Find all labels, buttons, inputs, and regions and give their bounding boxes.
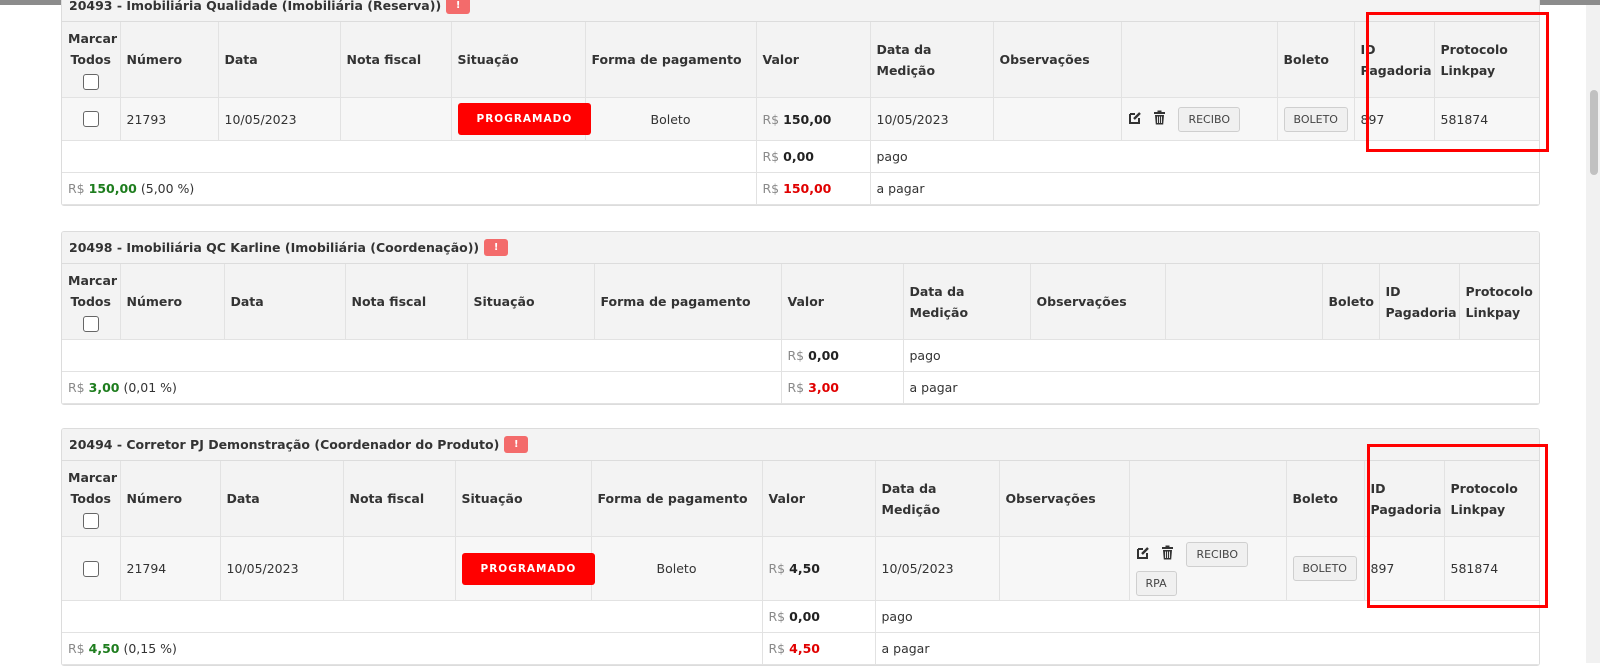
observacoes-cell — [993, 98, 1121, 141]
edit-icon[interactable] — [1136, 546, 1150, 563]
total-cell — [62, 633, 762, 665]
col-data: Data — [224, 264, 345, 340]
a-pagar-row — [62, 633, 1539, 665]
col-observacoes: Observações — [1030, 264, 1165, 340]
marcar-todos-header — [62, 461, 120, 537]
pago-row — [62, 141, 1539, 173]
situacao-cell — [455, 537, 591, 601]
currency-symbol: R$ — [768, 561, 786, 576]
row-checkbox-cell — [62, 537, 120, 601]
a-pagar-valor-cell — [762, 633, 875, 665]
pago-label: pago — [870, 141, 1539, 173]
status-badge: PROGRAMADO — [462, 553, 596, 585]
col-valor: Valor — [756, 22, 870, 98]
currency-symbol: R$ — [787, 348, 805, 363]
total-percent: (5,00 %) — [140, 181, 195, 196]
col-boleto: Boleto — [1322, 264, 1379, 340]
col-acoes — [1165, 264, 1322, 340]
col-id-pagadoria: ID Pagadoria — [1379, 264, 1459, 340]
valor-cell — [762, 537, 875, 601]
boleto-button[interactable]: BOLETO — [1293, 556, 1357, 581]
a-pagar-valor-cell — [756, 173, 870, 205]
id-pagadoria-cell: 897 — [1354, 98, 1434, 141]
col-numero: Número — [120, 264, 224, 340]
table-header-row — [62, 264, 1539, 340]
table-header-row — [62, 461, 1539, 537]
col-forma-pagamento: Forma de pagamento — [585, 22, 756, 98]
observacoes-cell — [999, 537, 1129, 601]
rpa-button[interactable]: RPA — [1136, 571, 1177, 596]
total-cell — [62, 372, 781, 404]
currency-symbol: R$ — [762, 149, 780, 164]
pago-spacer — [62, 601, 762, 633]
actions-line-1 — [1136, 542, 1280, 567]
col-numero: Número — [120, 22, 218, 98]
a-pagar-row — [62, 372, 1539, 404]
currency-symbol: R$ — [762, 181, 780, 196]
marcar-todos-header — [62, 264, 120, 340]
total-percent: (0,15 %) — [123, 641, 177, 656]
valor-amount: 4,50 — [789, 561, 820, 576]
col-data-medicao: Data da Medição — [870, 22, 993, 98]
data-cell: 10/05/2023 — [220, 537, 343, 601]
forma-pagamento-cell: Boleto — [585, 98, 756, 141]
col-observacoes: Observações — [999, 461, 1129, 537]
a-pagar-row — [62, 173, 1539, 205]
protocolo-linkpay-cell: 581874 — [1444, 537, 1539, 601]
row-checkbox-cell — [62, 98, 120, 141]
pago-label: pago — [875, 601, 1539, 633]
table-header-row — [62, 22, 1539, 98]
col-valor: Valor — [762, 461, 875, 537]
pago-label: pago — [903, 340, 1539, 372]
a-pagar-amount: 150,00 — [783, 181, 832, 196]
a-pagar-label: a pagar — [870, 173, 1539, 205]
highlight-box-bottom — [1367, 444, 1548, 608]
currency-symbol: R$ — [768, 609, 786, 624]
protocolo-linkpay-cell: 581874 — [1434, 98, 1539, 141]
col-forma-pagamento: Forma de pagamento — [591, 461, 762, 537]
marcar-todos-label: Marcar Todos — [68, 31, 118, 67]
pago-spacer — [62, 141, 756, 173]
boleto-cell — [1286, 537, 1364, 601]
total-amount: 4,50 — [88, 641, 120, 656]
col-nota-fiscal: Nota fiscal — [343, 461, 455, 537]
a-pagar-label: a pagar — [875, 633, 1539, 665]
col-data: Data — [220, 461, 343, 537]
pago-amount: 0,00 — [808, 348, 839, 363]
a-pagar-valor-cell — [781, 372, 903, 404]
page-scrollbar[interactable] — [1586, 5, 1600, 663]
block-title: 20493 - Imobiliária Qualidade (Imobiliária (Reserva)) — [69, 0, 442, 13]
pago-row — [62, 601, 1539, 633]
nota-fiscal-cell — [343, 537, 455, 601]
row-checkbox[interactable] — [83, 561, 99, 577]
recibo-button[interactable]: RECIBO — [1186, 542, 1248, 567]
col-nota-fiscal: Nota fiscal — [345, 264, 467, 340]
currency-symbol: R$ — [68, 181, 85, 196]
currency-symbol: R$ — [768, 641, 786, 656]
commission-block-3 — [61, 428, 1540, 666]
currency-symbol: R$ — [787, 380, 805, 395]
col-protocolo-linkpay: Protocolo Linkpay — [1434, 22, 1539, 98]
row-checkbox[interactable] — [83, 111, 99, 127]
pago-valor-cell — [781, 340, 903, 372]
marcar-todos-header — [62, 22, 120, 98]
col-valor: Valor — [781, 264, 903, 340]
nota-fiscal-cell — [340, 98, 451, 141]
valor-cell — [756, 98, 870, 141]
marcar-todos-label: Marcar Todos — [68, 273, 118, 309]
col-boleto: Boleto — [1286, 461, 1364, 537]
col-situacao: Situação — [455, 461, 591, 537]
numero-cell: 21793 — [120, 98, 218, 141]
currency-symbol: R$ — [68, 380, 85, 395]
col-boleto: Boleto — [1277, 22, 1354, 98]
col-forma-pagamento: Forma de pagamento — [594, 264, 781, 340]
col-protocolo-linkpay: Protocolo Linkpay — [1444, 461, 1539, 537]
col-id-pagadoria: ID Pagadoria — [1354, 22, 1434, 98]
data-cell: 10/05/2023 — [218, 98, 340, 141]
commission-block-2 — [61, 231, 1540, 405]
payments-table — [62, 22, 1539, 205]
col-data: Data — [218, 22, 340, 98]
scrollbar-thumb[interactable] — [1590, 90, 1598, 175]
valor-amount: 150,00 — [783, 111, 832, 127]
trash-icon[interactable] — [1153, 110, 1166, 128]
a-pagar-label: a pagar — [903, 372, 1539, 404]
pago-amount: 0,00 — [783, 149, 814, 164]
col-data-medicao: Data da Medição — [903, 264, 1030, 340]
total-cell — [62, 173, 756, 205]
edit-icon[interactable] — [1128, 111, 1142, 128]
actions-cell — [1121, 98, 1277, 141]
recibo-button[interactable]: RECIBO — [1178, 107, 1240, 132]
table-row — [62, 98, 1539, 141]
pago-valor-cell — [756, 141, 870, 173]
pago-spacer — [62, 340, 781, 372]
block-header — [62, 0, 1539, 22]
col-situacao: Situação — [451, 22, 585, 98]
trash-icon[interactable] — [1161, 545, 1174, 563]
warning-badge[interactable]: ! — [446, 0, 470, 14]
col-acoes — [1129, 461, 1286, 537]
col-data-medicao: Data da Medição — [875, 461, 999, 537]
block-title: 20494 - Corretor PJ Demonstração (Coordenador do Produto) — [69, 437, 500, 452]
total-percent: (0,01 %) — [123, 380, 177, 395]
select-all-checkbox[interactable] — [83, 316, 99, 332]
col-situacao: Situação — [467, 264, 594, 340]
actions-cell — [1129, 537, 1286, 601]
total-amount: 150,00 — [88, 181, 137, 196]
table-row — [62, 537, 1539, 601]
total-amount: 3,00 — [88, 380, 120, 395]
block-header — [62, 232, 1539, 264]
data-medicao-cell: 10/05/2023 — [875, 537, 999, 601]
payments-table — [62, 461, 1539, 665]
status-badge: PROGRAMADO — [458, 103, 592, 135]
col-nota-fiscal: Nota fiscal — [340, 22, 451, 98]
col-protocolo-linkpay: Protocolo Linkpay — [1459, 264, 1539, 340]
situacao-cell — [451, 98, 585, 141]
block-title: 20498 - Imobiliária QC Karline (Imobiliária (Coordenação)) — [69, 240, 480, 255]
warning-badge[interactable]: ! — [484, 239, 508, 256]
marcar-todos-label: Marcar Todos — [68, 470, 118, 506]
commission-block-1 — [61, 0, 1540, 206]
pago-valor-cell — [762, 601, 875, 633]
forma-pagamento-cell: Boleto — [591, 537, 762, 601]
currency-symbol: R$ — [762, 111, 780, 127]
a-pagar-amount: 4,50 — [789, 641, 820, 656]
pago-amount: 0,00 — [789, 609, 820, 624]
select-all-checkbox[interactable] — [83, 513, 99, 529]
actions-line-2 — [1136, 571, 1280, 596]
data-medicao-cell: 10/05/2023 — [870, 98, 993, 141]
col-acoes — [1121, 22, 1277, 98]
warning-badge[interactable]: ! — [504, 436, 528, 453]
block-header — [62, 429, 1539, 461]
boleto-cell — [1277, 98, 1354, 141]
select-all-checkbox[interactable] — [83, 74, 99, 90]
col-observacoes: Observações — [993, 22, 1121, 98]
numero-cell: 21794 — [120, 537, 220, 601]
col-id-pagadoria: ID Pagadoria — [1364, 461, 1444, 537]
payments-table — [62, 264, 1539, 404]
currency-symbol: R$ — [68, 641, 85, 656]
id-pagadoria-cell: 897 — [1364, 537, 1444, 601]
pago-row — [62, 340, 1539, 372]
col-numero: Número — [120, 461, 220, 537]
highlight-box-top — [1366, 12, 1549, 152]
boleto-button[interactable]: BOLETO — [1284, 107, 1348, 132]
a-pagar-amount: 3,00 — [808, 380, 839, 395]
